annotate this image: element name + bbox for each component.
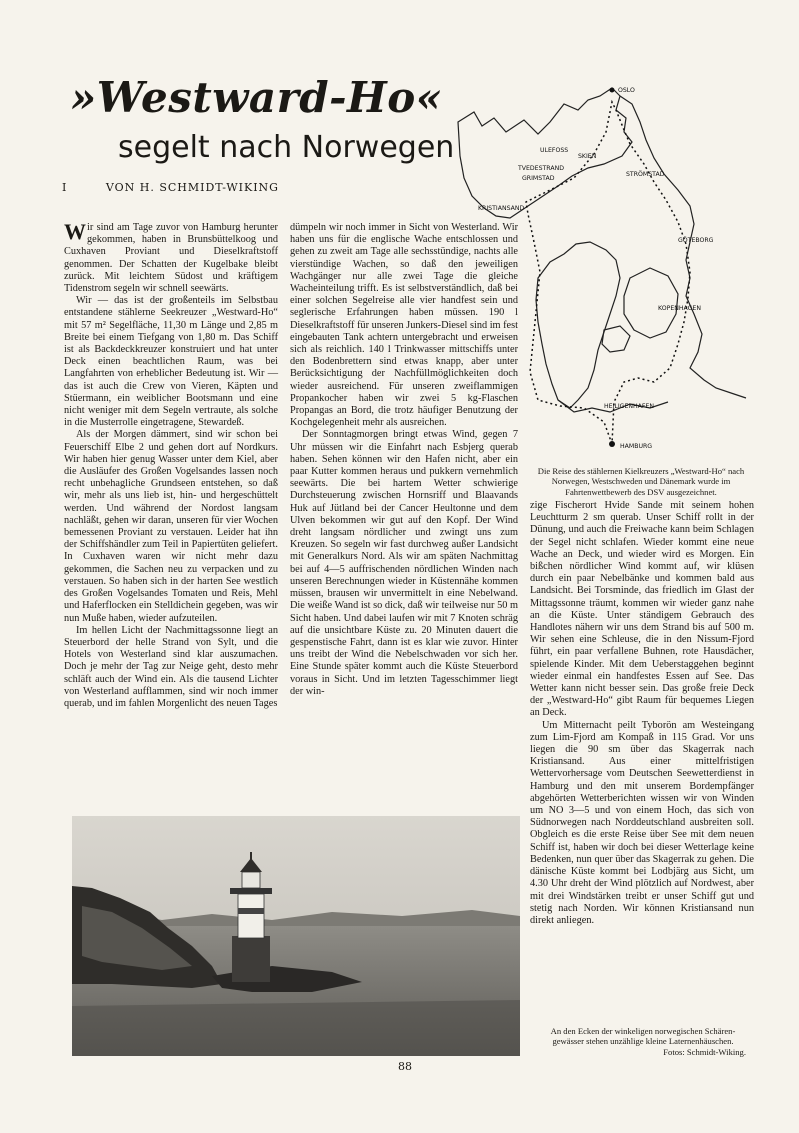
denmark-coast — [536, 242, 620, 408]
page-number: 88 — [398, 1060, 412, 1073]
funen-coast — [602, 326, 630, 352]
lighthouse-photo — [72, 816, 520, 1056]
oslo-marker — [610, 88, 615, 93]
paragraph: zige Fischerort Hvide Sande mit seinem hohen Leuchtturm 2 sm querab. Unser Schiff rollt in der Dünung, und auch die Freiwache kann beim Schlagen der Segel nicht schlafen. Wieder kommt eine neue Wache an Deck, und wieder wird es Morgen. Ein bißchen nördlicher Wind kommt auf, wir klüsen durch ein paar Nebelbänke und kommen bald aus Landsicht. Bei Torsminde, das friedlich im Glast der Mittagssonne träumt, kommen wir wieder ganz nahe an die Küste. Unter ständigem Gebrauch des Handlotes nähern wir uns dem Strand bis auf 500 m. Wir sehen eine Schleuse, die in den Nissum-Fjord führt, ein paar verfallene Buhnen, rote Hausdächer, spielende Kinder. Mit dem Ueberstaggehen beginnt wieder einmal ein handfestes Essen auf See. Das Wetter kann nicht besser sein. Das große freie Deck der „Westward-Ho“ gibt Raum für bequemes Liegen an Deck. — [530, 500, 754, 719]
map-caption: Die Reise des stählernen Kielkreuzers „Westward-Ho“ nach Norwegen, Westschweden und Dänemark wurde im Fahrtenwettbewerb des DSV ausgezeichnet. — [537, 466, 745, 497]
column-2 — [290, 222, 518, 698]
hamburg-marker — [609, 441, 615, 447]
paragraph: Um Mitternacht peilt Tyborön am Westeingang zum Lim-Fjord am Kompaß in 115 Grad. Vor uns liegen die 90 sm über das Skagerrak nach Kristiansand. Aus einer mittelfristigen Wettervorhersage vom Deutschen Seewetterdienst in Hamburg und den mit unserem Bordempfänger abgehörten Wetterberichten wissen wir von Winden um NO 3—5 und von einem Hoch, das sich von Südnorwegen nach Norddeutschland ausbreiten soll. Obgleich es die erste Reise über See mit dem neuen Schiff ist, haben wir doch bei dieser Wetterlage keine Bedenken, nun quer über das Skagerrak zu gehen. Die dänische Küste kommt bei Lodbjärg aus Sicht, um 4.30 Uhr dreht der Wind plötzlich auf Nordwest, aber mit drei Windstärken treibt er unser Schiff gut und stetig nach Norden. Wir können Kristiansand nun direkt anliegen. — [530, 719, 754, 926]
map-label-skien: SKIEN — [578, 153, 597, 160]
sweden-coast — [620, 96, 746, 398]
paragraph: Wir — das ist der großenteils im Selbstbau entstandene stählerne Seekreuzer „Westward-Ho“ mit 57 m² Segelfläche, 11,30 m Länge und 2,85 m Breite bei einem Tiefgang von 1,80 m. Das Schiff ist als Backdeckkreuzer konstruiert und hat unter Deck einen beachtlichen Raum, was bei Langfahrten von erheblicher Bedeutung ist. Wir — das ist auch die Crew von Vieren, Käpten und Stüermann, ein weiblicher Bootsmann und eine nicht weniger mit dem Segeln vertraute, als solche in die Musterrolle eingetragene, Stewardeß. — [64, 295, 278, 429]
map-label-heiligenhafen: HEILIGENHAFEN — [604, 403, 654, 410]
map-label-oslo: OSLO — [618, 87, 635, 94]
zealand-coast — [624, 268, 678, 338]
map-label-ulefoss: ULEFOSS — [540, 147, 569, 154]
map-label-goteborg: GÖTEBORG — [678, 237, 714, 244]
paragraph: Im hellen Licht der Nachmittagssonne liegt an Steuerbord der helle Strand von Sylt, und die Hotels von Westerland sind klar auszumachen. Doch je mehr der Tag zur Neige geht, desto mehr schläft auch der Wind ein. Als die tausend Lichter von Westerland aufflammen, sind wir noch immer querab, und im fahlen Morgenlicht des neuen Tages — [64, 624, 278, 709]
map-label-kristiansand: KRISTIANSAND — [478, 205, 525, 212]
map-label-grimstad: GRIMSTAD — [522, 175, 555, 182]
lighthouse-photo-svg — [72, 816, 520, 1056]
map-label-kopenhagen: KOPENHAGEN — [658, 305, 701, 312]
photo-credit: Fotos: Schmidt-Wiking. — [663, 1046, 746, 1057]
article-title: »Westward-Ho« — [70, 73, 443, 122]
map-label-stromstad: STRÖMSTAD — [626, 171, 665, 178]
map-label-tvedestrand: TVEDESTRAND — [518, 165, 564, 172]
photo-caption-line: gewässer stehen unzählige kleine Laternenhäuschen. — [552, 1036, 734, 1047]
paragraph: Als der Morgen dämmert, sind wir schon bei Feuerschiff Elbe 2 und gehen dort auf Nordkurs. Wir haben hier genug Wasser unter dem Kiel, aber die Ausläufer des Großen Vogelsandes lassen noch recht unbehagliche Grundseen entstehen, so daß wir, mehr als uns lieb ist, hin- und hergeschüttelt werden. Und während der Nordost langsam nachläßt, gehen wir daran, unseren für vier Wochen bemessenen Proviant zu verstauen. Leider hat ihn der Schiffshändler zum Teil in Papiertüten geliefert. In Cuxhaven waren wir nicht mehr dazu gekommen, die Sachen neu zu verpacken und zu verstauen. So haben sich in der harten See westlich des Großen Vogelsandes Tomaten und Reis, Mehl und Haferflocken ein Stelldichein gegeben, was wir nun Muße haben, wieder aufzuteilen. — [64, 429, 278, 624]
byline — [62, 181, 402, 194]
article-subtitle: segelt nach Norwegen — [118, 130, 455, 165]
paragraph: Der Sonntagmorgen bringt etwas Wind, gegen 7 Uhr müssen wir die Einfahrt nach Esbjerg querab haben. Sehen können wir den Hafen nicht, aber ein paar Kutter kommen heraus und pukkern vernehmlich seewärts. Die bei hartem Wetter schwierige Durchsteuerung zwischen Hornsriff und Blaavands Huk auf Jütland bei der Cancer Heultonne und dem Ulven bekommen wir gut auf den Kopf. Der Wind dreht langsam nördlicher und zwingt uns zum Kreuzen. So segeln wir fast durchweg außer Landsicht mit Generalkurs Nord. Als wir am späten Nachmittag bei auf 4—5 auffrischenden nördlichen Winden nach unseren Berechnungen wieder in Küstennähe kommen müssen, brausen wir unvermittelt in eine Nebelwand. Die weiße Wand ist so dick, daß wir teilweise nur 50 m Sicht haben. Und dabei laufen wir mit 7 Knoten schräg auf die unsichtbare Küste zu. 20 Minuten dauert die gespenstische Fahrt, dann ist es klar wie zuvor. Hinter uns treibt der Wind die Nebelschwaden vor sich her. Eine Stunde später kommt auch die Küste Steuerbord voraus in Sicht. Und im letzten Tagesschimmer liegt der win- — [290, 429, 518, 697]
paragraph: dümpeln wir noch immer in Sicht von Westerland. Wir haben uns für die englische Wache entschlossen und gehen zu zweit am Tage alle sechsstündige, nachts alle vierstündige Wachen, so daß den jeweiligen Wachgänger nur alle zwei Tage die gleiche Wacheinteilung trifft. Es ist selbstverständlich, daß bei einer solchen Segelreise alle vier handfest sein und seglerische Erfahrungen haben müssen. 190 l Dieselkraftstoff für unseren Junkers-Diesel sind im fest eingebauten Tank achtern untergebracht und erweisen sich als reichlich. 140 l Trinkwasser mittschiffs unter den Bodenbrettern sind etwas knapp, aber unter Berücksichtigung der Nachfüllmöglichkeiten doch wieder ausreichend. Für unseren zweiflammigen Propankocher haben wir zwei 5 kg-Flaschen Propangas an Bord, die trotz häufiger Benutzung der Kochgelegenheit mehr als ausreichen. — [290, 222, 518, 429]
photo-caption-line: An den Ecken der winkeligen norwegischen Schären- — [550, 1026, 736, 1036]
photo-caption — [530, 1026, 756, 1057]
column-1 — [64, 219, 278, 710]
drop-cap: W — [64, 219, 86, 244]
column-3 — [530, 500, 754, 927]
map-label-hamburg: HAMBURG — [620, 443, 653, 450]
paragraph: Wir sind am Tage zuvor von Hamburg herunter gekommen, haben in Brunsbüttelkoog und Cuxhaven Proviant und Dieselkraftstoff genommen. Der Schatten der Kugelbake bleibt zurück. Mit leichtem Südost und kräftigem Tidenstrom segeln wir schnell seewärts. — [64, 219, 278, 295]
author: VON H. SCHMIDT-WIKING — [105, 181, 279, 194]
part-number: I — [62, 181, 68, 194]
